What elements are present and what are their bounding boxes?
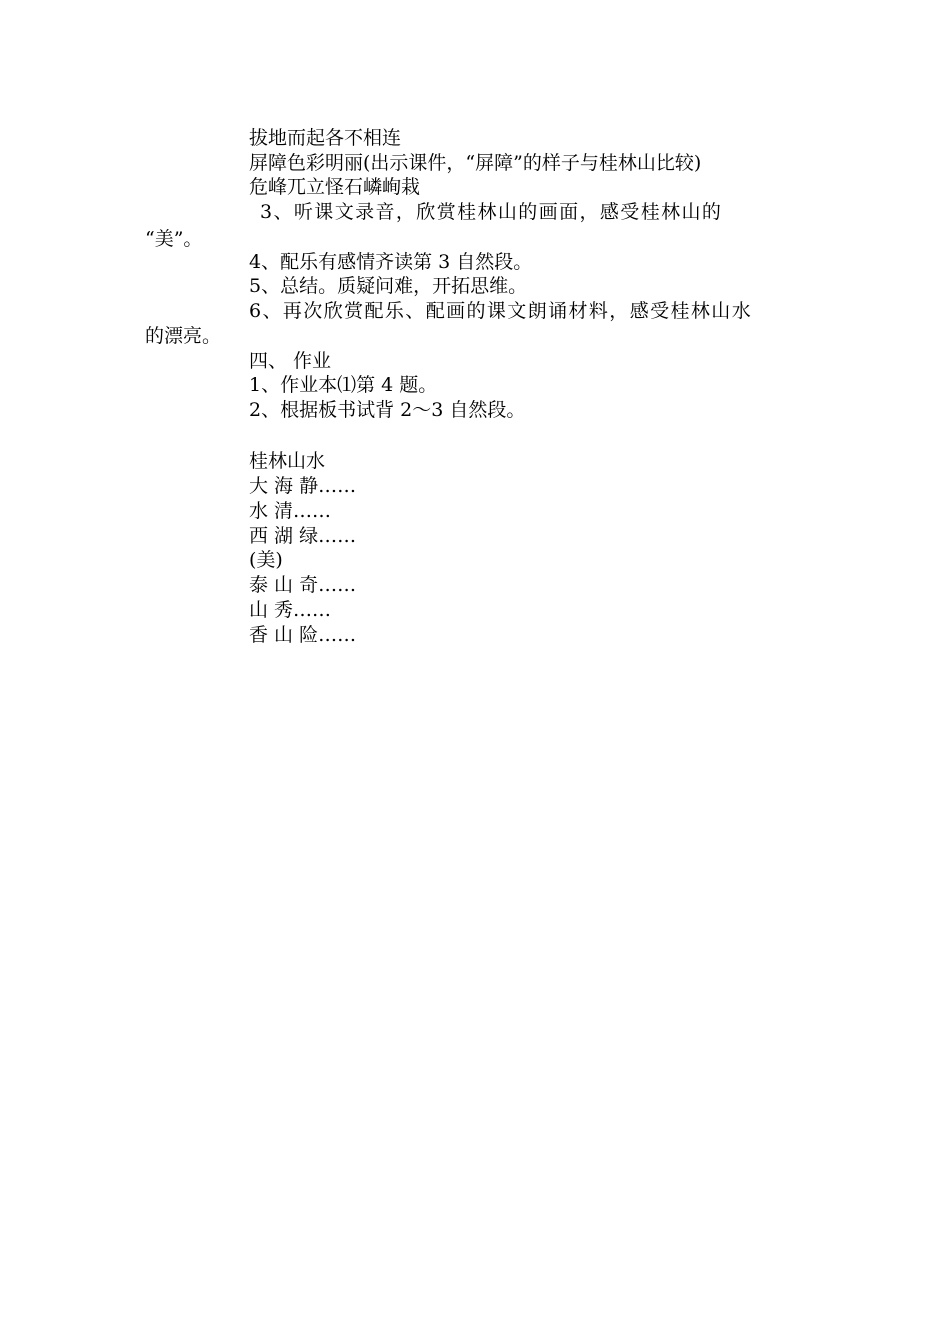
board-item: 泰 山 奇……: [249, 574, 357, 596]
board-title: 桂林山水: [249, 450, 326, 472]
board-item: 水 清……: [249, 500, 332, 522]
board-item: (美): [249, 549, 283, 571]
text-line-1: 拔地而起各不相连: [249, 127, 402, 149]
homework-item-1: 1、作业本⑴第 4 题。: [249, 374, 438, 396]
paragraph-4: 4、配乐有感情齐读第 3 自然段。: [249, 251, 533, 273]
board-item: 山 秀……: [249, 599, 332, 621]
paragraph-6-line-2: 的漂亮。: [145, 325, 222, 347]
paragraph-3-line-1: 3、听课文录音，欣赏桂林山的画面，感受桂林山的: [260, 201, 723, 223]
paragraph-5: 5、总结。质疑问难，开拓思维。: [249, 275, 528, 297]
text-line-3: 危峰兀立怪石嶙峋栽: [249, 176, 421, 198]
board-item: 香 山 险……: [249, 624, 357, 646]
text-line-2: 屏障色彩明丽(出示课件，“屏障”的样子与桂林山比较): [249, 152, 702, 174]
homework-item-2: 2、根据板书试背 2～3 自然段。: [249, 399, 526, 421]
homework-heading: 四、 作业: [249, 350, 332, 372]
paragraph-6-line-1: 6、再次欣赏配乐、配画的课文朗诵材料，感受桂林山水: [249, 300, 753, 322]
board-item: 西 湖 绿……: [249, 525, 357, 547]
board-item: 大 海 静……: [249, 475, 357, 497]
paragraph-3-line-2: “美”。: [145, 228, 203, 250]
